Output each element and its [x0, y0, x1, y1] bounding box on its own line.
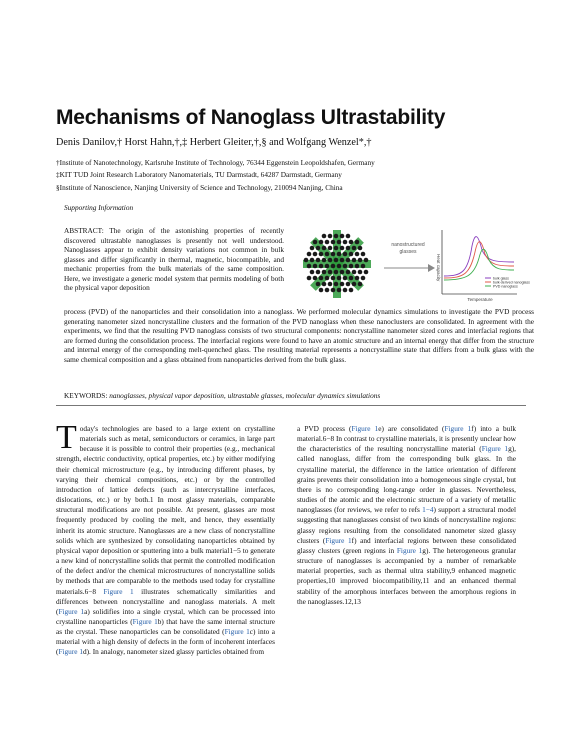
atom [361, 264, 366, 269]
body-text: f) and interfacial regions between these consolidated glassy clusters (green regions in [297, 535, 517, 555]
affiliation-1: †Institute of Nanotechnology, Karlsruhe Institute of Technology, 76344 Eggenstein Leopoldshafen, Germany [56, 158, 375, 167]
plot-ylabel: Heat capacity [436, 254, 441, 282]
atom [346, 258, 351, 263]
atom [331, 276, 336, 281]
legend-label-bulk-derived: bulk-derived nanoglass [493, 280, 530, 285]
atom [316, 282, 321, 287]
page-title: Mechanisms of Nanoglass Ultrastability [56, 106, 446, 129]
atom [328, 234, 333, 239]
figure-link[interactable]: Figure 1 [325, 535, 352, 545]
atom [325, 264, 330, 269]
atom [358, 270, 363, 275]
keywords [64, 391, 534, 400]
reference-link[interactable]: 1−4 [422, 505, 434, 515]
nanoglass-cluster-illustration [303, 230, 371, 298]
atom [346, 234, 351, 239]
atom [334, 258, 339, 263]
atom [322, 234, 327, 239]
atom [319, 252, 324, 257]
section-divider [56, 405, 526, 406]
figure-link[interactable]: Figure 1 [58, 606, 85, 616]
body-text: ) support a structural model suggesting that nanoglasses consist of two kinds of noncrystalline regions: glassy regions resulting from the consolidated nanometer sized glassy clusters ( [297, 505, 516, 545]
atom [331, 240, 336, 245]
author-list: Denis Danilov,† Horst Hahn,†,‡ Herbert Gleiter,†,§ and Wolfgang Wenzel*,† [56, 137, 372, 148]
atom [313, 264, 318, 269]
curve-bulk-derived-nanoglass [444, 242, 514, 278]
body-text: f) into a bulk material.6−8 In contrast to crystalline materials, it is presently unclear how the characteristics of the resulting noncrystalline material ( [297, 424, 517, 454]
body-text: b) that have the same internal structure as the crystal. These nanoparticles can be consolidated ( [56, 616, 275, 637]
atom [307, 276, 312, 281]
atom [307, 264, 312, 269]
atom [319, 240, 324, 245]
figure-link[interactable]: Figure 1 [132, 616, 158, 626]
atom [349, 276, 354, 281]
atom [307, 252, 312, 257]
figure-link[interactable]: Figure 1 [224, 627, 250, 637]
keywords-value: nanoglasses, physical vapor deposition, ultrastable glasses, molecular dynamics simulations [109, 391, 381, 400]
figure-link[interactable]: Figure 1 [351, 424, 379, 433]
atom [337, 276, 342, 281]
figure-link[interactable]: Figure 1 [444, 424, 472, 433]
atom [325, 276, 330, 281]
atom [349, 288, 354, 293]
atom [328, 270, 333, 275]
atom [355, 276, 360, 281]
transformation-arrow [384, 242, 435, 272]
drop-cap: T [56, 419, 77, 456]
atom [322, 270, 327, 275]
atom [334, 246, 339, 251]
atom [343, 252, 348, 257]
atom [349, 240, 354, 245]
atom [310, 258, 315, 263]
atom [313, 240, 318, 245]
atom [346, 282, 351, 287]
atom [358, 282, 363, 287]
atom [313, 252, 318, 257]
atom [358, 258, 363, 263]
atom [355, 240, 360, 245]
atom [316, 258, 321, 263]
atom [343, 288, 348, 293]
atom [337, 288, 342, 293]
atom [325, 252, 330, 257]
atom [337, 240, 342, 245]
body-text: a) solidifies into a single crystal, which can be processed into crystalline nanoparticles ( [56, 606, 275, 626]
atom [361, 276, 366, 281]
legend-label-pvd: PVD nanoglass [493, 284, 518, 289]
atom [331, 288, 336, 293]
atom [352, 270, 357, 275]
atom [334, 234, 339, 239]
figure-link[interactable]: Figure 1 [103, 586, 134, 596]
atom [319, 264, 324, 269]
atom [313, 276, 318, 281]
atom [322, 282, 327, 287]
abstract-continued: process (PVD) of the nanoparticles and their consolidation into a nanoglass. We performed molecular dynamics simulations to investigate the PVD process generating nanometer sized noncrystalline clusters and the formation of the PVD nanoglass when these nanoclusters are consolidated. In agreement with the experiments, we find that the resulting PVD nanoglass consists of two structural components: noncrystalline nanometer sized cores and interfacial regions that are formed during the consolidation process. The interfacial regions were found to have an atomic structure and an internal energy that differ from the structure and internal energy of the corresponding melt-quenched glass. The resulting material represents a noncrystalline state that differs from a bulk glass with the same chemical composition and a glass obtained from nanoparticles derived from the bulk glass. [64, 307, 534, 364]
atom [325, 240, 330, 245]
atom [319, 276, 324, 281]
atom [340, 246, 345, 251]
atom [340, 282, 345, 287]
affiliation-3: §Institute of Nanoscience, Nanjing University of Science and Technology, 210094 Nanjing, China [56, 182, 343, 192]
abstract-lead: ABSTRACT: The origin of the astonishing properties of recently discovered ultrastable nanoglasses is presently not well understood. Nanoglasses appear to exhibit density variations not common in bulk glasses and differ significantly in thermal, magnetic, biocompatible, and mechanic properties from the bulk materials of the same composition. Here, we investigate a generic model system that permits modeling of both the physical vapor deposition [64, 226, 284, 292]
atom [328, 246, 333, 251]
figure-link[interactable]: Figure 1 [481, 444, 509, 454]
heat-capacity-plot [436, 230, 530, 302]
arrow-label-2: glasses [399, 249, 417, 255]
atom [346, 270, 351, 275]
atom [322, 258, 327, 263]
atom [343, 276, 348, 281]
figure-link[interactable]: Figure 1 [58, 647, 83, 657]
atom [349, 264, 354, 269]
body-text: c) into a material with a high density of defects in the form of incoherent interfaces ( [56, 627, 275, 657]
affiliation-2: ‡KIT TUD Joint Research Laboratory Nanomaterials, TU Darmstadt, 64287 Darmstadt, Germany [56, 170, 342, 180]
atom [316, 246, 321, 251]
atom [316, 270, 321, 275]
atom [310, 246, 315, 251]
atom [334, 270, 339, 275]
atom [319, 288, 324, 293]
atom [340, 258, 345, 263]
body-column-left [56, 419, 276, 658]
atom [352, 258, 357, 263]
body-text: g). The heterogeneous granular structure of nanoglasses is accompanied by a number of remarkable material properties, such as thermal ultra stability,9 enhanced magnetic properties,10 improved biocompatibility,11 and an enhanced thermal stability of the amorphous interfaces between the amorphous regions in the nanoglasses.12,13 [297, 545, 516, 606]
legend-label-bulk: bulk glass [493, 276, 509, 281]
atom [364, 258, 369, 263]
affiliations [56, 157, 536, 194]
atom [334, 282, 339, 287]
atom [331, 264, 336, 269]
atom [355, 252, 360, 257]
atom [352, 246, 357, 251]
keywords-label: KEYWORDS: [64, 391, 108, 400]
atom [358, 246, 363, 251]
atom [328, 282, 333, 287]
atom [337, 252, 342, 257]
body-column-right [297, 424, 516, 607]
atom [340, 234, 345, 239]
body-text: g), called nanoglass, differ from the corresponding bulk glass. In the crystalline material, the difference in the lattice orientation of different grains prevents their consolidation into a homogeneous single crystal, but there is no corresponding long-range order in glasses. Nevertheless, studies of the atomic and the electronic structure of a variety of metallic nanoglasses (for reviews, we refer to refs [297, 444, 516, 515]
body-text: oday's technologies are based to a large extent on crystalline materials such as metal, semiconductors or ceramics, in large part because it is possible to control their properties (e.g., mechanical strength, electric conductivity, optical properties, etc.) by either modifying their chemical microstructure (e.g., by introducing different phases, by varying their chemical compositions, etc.) or by the controlled introduction of lattice defects (such as intercrystalline interfaces, dislocations, etc.) or by both.1 In most glassy materials, comparable structural modifications are not possible. At present, glasses are most frequently produced by cooling the melt, and hence, they essentially inherit its atomic structure. Nanoglasses are a new class of noncrystalline solids which are synthesized by consolidating nanoparticles obtained by physical vapor deposition or sputtering into a bulk material1−5 to generate a new kind of noncrystalline solids that permit the controlled modification of the defect and/or the chemical microstructures of noncrystalline solids by methods that are comparable to the methods used today for crystalline materials.6−8 [56, 424, 275, 596]
atom [343, 240, 348, 245]
atom [364, 270, 369, 275]
body-text: d). In analogy, nanometer sized glassy particles obtained from [82, 647, 265, 657]
supporting-information-link[interactable]: Supporting Information [64, 203, 134, 212]
atom [322, 246, 327, 251]
body-text: a PVD process ( [297, 424, 352, 433]
figure-link[interactable]: Figure 1 [396, 545, 423, 555]
atom [310, 270, 315, 275]
atom [340, 270, 345, 275]
atom [361, 252, 366, 257]
atom [328, 258, 333, 263]
atom [343, 264, 348, 269]
atom [304, 258, 309, 263]
atom [325, 288, 330, 293]
body-text: illustrates schematically similarities and differences between noncrystalline and nanoglass materials. A melt ( [56, 586, 276, 616]
atom [346, 246, 351, 251]
toc-graphic [292, 224, 530, 304]
body-text: e) are consolidated ( [378, 424, 445, 433]
plot-xlabel: Temperature [467, 297, 493, 302]
atom [337, 264, 342, 269]
atom [331, 252, 336, 257]
atom [355, 264, 360, 269]
atom [349, 252, 354, 257]
arrow-label-1: nanostructured [391, 242, 425, 248]
atom [352, 282, 357, 287]
